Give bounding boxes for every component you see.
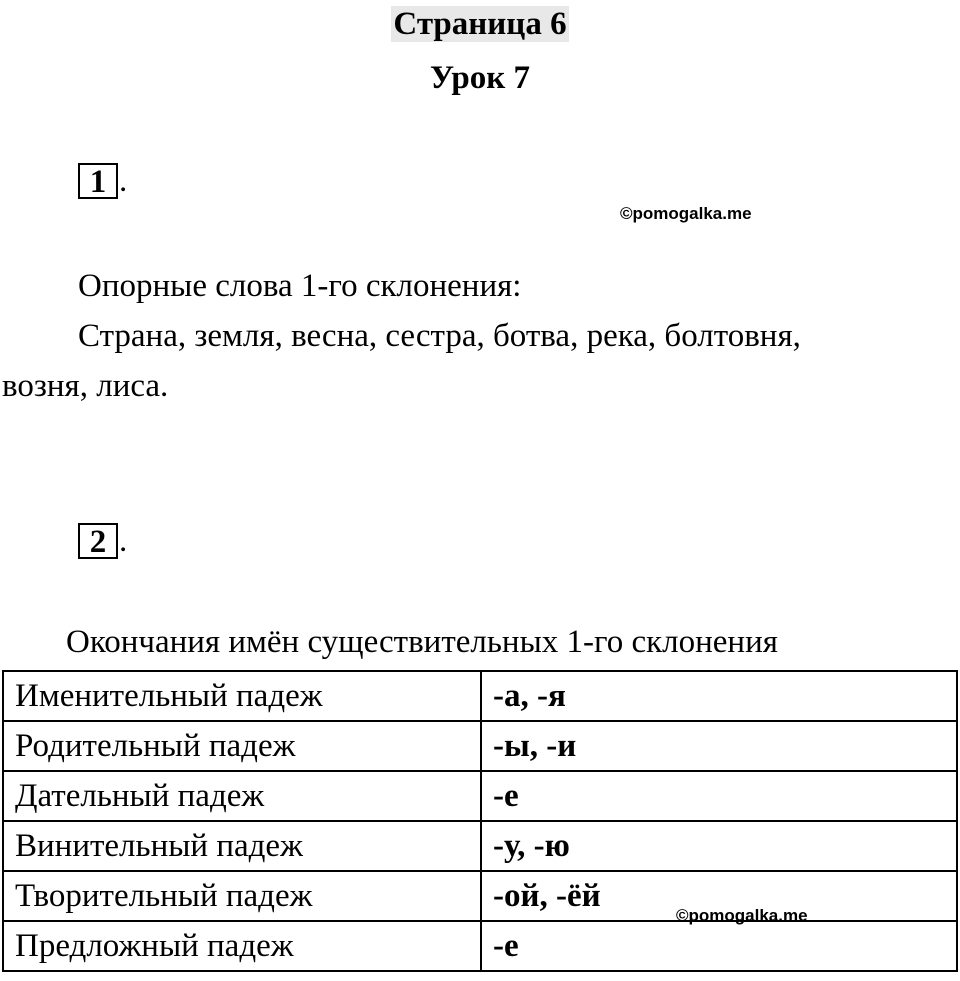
case-name: Творительный падеж xyxy=(3,871,481,921)
watermark-top: ©pomogalka.me xyxy=(620,204,752,223)
page-title-text: Страница 6 xyxy=(393,6,567,42)
case-ending: -а, -я xyxy=(481,671,957,721)
watermark-bottom: ©pomogalka.me xyxy=(676,906,808,925)
task-number-1-box: 1 xyxy=(78,163,118,199)
table-row xyxy=(3,821,957,871)
table-caption: Окончания имён существительных 1-го склонения xyxy=(66,624,778,660)
case-name: Винительный падеж xyxy=(3,821,481,871)
page-title xyxy=(0,4,960,44)
case-name: Родительный падеж xyxy=(3,721,481,771)
lesson-title: Урок 7 xyxy=(429,60,531,96)
case-ending: -ой, -ёй xyxy=(481,871,957,921)
table-row xyxy=(3,771,957,821)
task-number-2-dot: . xyxy=(119,523,128,559)
task-number-2 xyxy=(78,523,127,559)
table-row xyxy=(3,671,957,721)
task-number-2-box: 2 xyxy=(78,523,118,559)
case-ending: -е xyxy=(481,771,957,821)
task1-words-line1: Страна, земля, весна, сестра, ботва, река, болтовня, xyxy=(78,318,801,354)
case-name: Предложный падеж xyxy=(3,921,481,971)
task1-heading: Опорные слова 1-го склонения: xyxy=(78,268,522,304)
table-row xyxy=(3,921,957,971)
table-row xyxy=(3,871,957,921)
task-number-1 xyxy=(78,163,127,199)
task-number-1-dot: . xyxy=(119,163,128,199)
case-ending: -ы, -и xyxy=(481,721,957,771)
case-name: Именительный падеж xyxy=(3,671,481,721)
task1-words-line2: возня, лиса. xyxy=(2,368,169,404)
case-name: Дательный падеж xyxy=(3,771,481,821)
endings-table xyxy=(2,670,958,972)
case-ending: -у, -ю xyxy=(481,821,957,871)
case-ending: -е xyxy=(481,921,957,971)
table-row xyxy=(3,721,957,771)
